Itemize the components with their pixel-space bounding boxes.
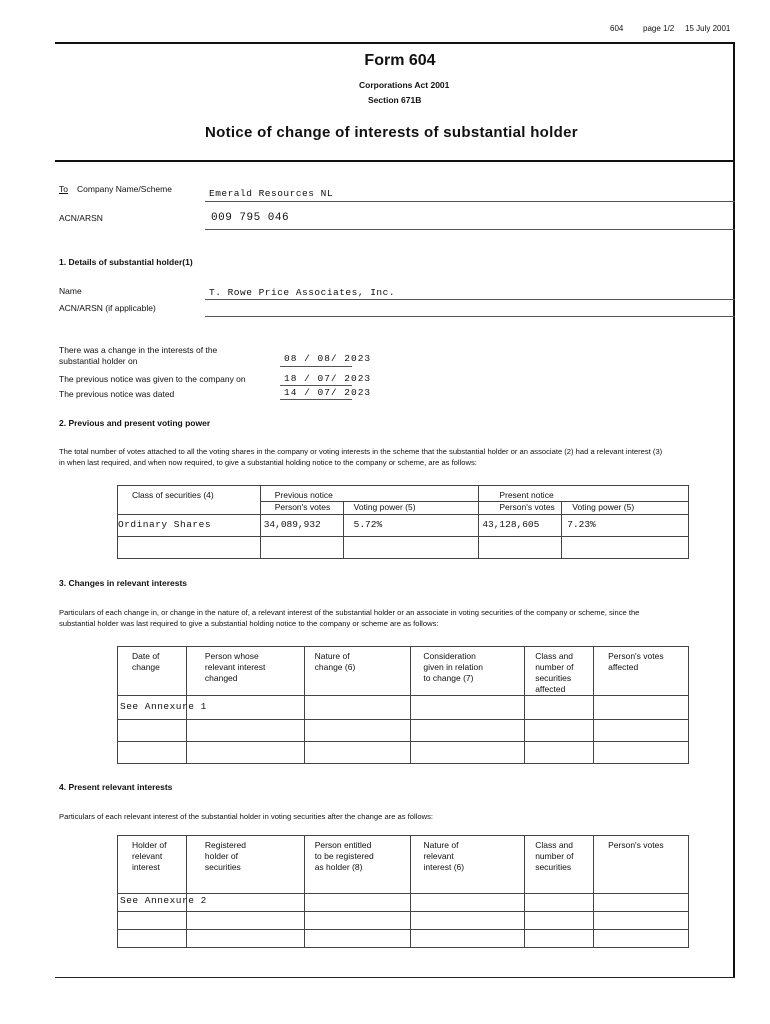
header-date: 15 July 2001 xyxy=(685,24,731,33)
section1-heading: 1. Details of substantial holder(1) xyxy=(59,257,193,267)
row-pres-votes: 43,128,605 xyxy=(479,515,562,537)
act-title: Corporations Act 2001 xyxy=(359,80,450,90)
holder-name-value: T. Rowe Price Associates, Inc. xyxy=(209,287,396,298)
changes-col-votes: Person's votes affected xyxy=(594,647,689,696)
present-col-registered: Registered holder of securities xyxy=(186,836,304,894)
section2-desc-1: The total number of votes attached to all the voting shares in the company or voting interests in the scheme that the substantial holder or an associate (2) had a relevant interest (3) xyxy=(59,447,663,456)
prev-dated-label: The previous notice was dated xyxy=(59,389,175,399)
holder-name-label: Name xyxy=(59,286,82,296)
change-date: 08 / 08/ 2023 xyxy=(284,353,372,364)
change-label-2: substantial holder on xyxy=(59,356,138,366)
changes-col-nature: Nature of change (6) xyxy=(304,647,411,696)
right-border xyxy=(733,42,735,977)
row-pres-power: 7.23% xyxy=(562,515,689,537)
table-row xyxy=(118,720,689,742)
col-present-header: Present notice xyxy=(479,486,689,502)
acn-value: 009 795 046 xyxy=(211,212,290,224)
present-col-nature: Nature of relevant interest (6) xyxy=(411,836,525,894)
to-label: To xyxy=(59,184,68,194)
section3-heading: 3. Changes in relevant interests xyxy=(59,578,188,588)
row-prev-votes: 34,089,932 xyxy=(260,515,343,537)
present-col-votes: Person's votes xyxy=(594,836,689,894)
row-prev-power: 5.72% xyxy=(343,515,479,537)
col-prev-votes: Person's votes xyxy=(260,502,343,515)
title-rule xyxy=(55,160,735,162)
holder-acn-underline xyxy=(205,316,735,317)
voting-power-table xyxy=(117,485,689,559)
section3-desc-2: substantial holder was last required to give a substantial holding notice to the company or scheme are as follows: xyxy=(59,619,439,628)
annexure-2-text: See Annexure 2 xyxy=(120,895,207,906)
prev-given-label: The previous notice was given to the company on xyxy=(59,374,246,384)
present-interests-table xyxy=(117,835,689,948)
holder-acn-label: ACN/ARSN (if applicable) xyxy=(59,303,156,313)
col-pres-votes: Person's votes xyxy=(479,502,562,515)
section2-desc-2: in when last required, and when now required, to give a substantial holding notice to the company or scheme, are as follows: xyxy=(59,458,477,467)
prev-given-date: 18 / 07/ 2023 xyxy=(284,373,372,384)
company-name-value: Emerald Resources NL xyxy=(209,188,334,199)
changes-col-date: Date of change xyxy=(118,647,187,696)
company-name-label: Company Name/Scheme xyxy=(77,184,172,194)
col-class-header: Class of securities (4) xyxy=(118,486,261,515)
change-label-1: There was a change in the interests of the xyxy=(59,345,218,355)
form-number: 604 xyxy=(610,24,624,33)
company-underline xyxy=(205,201,735,202)
prev-given-underline xyxy=(280,385,352,386)
col-pres-power: Voting power (5) xyxy=(562,502,689,515)
acn-underline xyxy=(205,229,735,230)
change-date-underline xyxy=(280,366,352,367)
prev-dated-date: 14 / 07/ 2023 xyxy=(284,387,372,398)
col-prev-header: Previous notice xyxy=(260,486,479,502)
form-title: Form 604 xyxy=(364,52,436,69)
table-row xyxy=(118,742,689,764)
section3-desc-1: Particulars of each change in, or change in the nature of, a relevant interest of the substantial holder or an associate in voting securities of the company or scheme, since the xyxy=(59,608,640,617)
table-row xyxy=(118,894,689,912)
table-row xyxy=(118,515,689,537)
top-rule xyxy=(55,42,735,44)
holder-name-underline xyxy=(205,299,735,300)
table-row xyxy=(118,537,689,559)
present-col-holder: Holder of relevant interest xyxy=(118,836,187,894)
table-row xyxy=(118,696,689,720)
changes-table xyxy=(117,646,689,764)
changes-col-person: Person whose relevant interest changed xyxy=(186,647,304,696)
prev-dated-underline xyxy=(280,399,352,400)
col-prev-power: Voting power (5) xyxy=(343,502,479,515)
changes-col-consideration: Consideration given in relation to change (7) xyxy=(411,647,525,696)
table-row xyxy=(118,912,689,930)
page-number: page 1/2 xyxy=(643,24,675,33)
present-col-entitled: Person entitled to be registered as holder (8) xyxy=(304,836,411,894)
notice-title: Notice of change of interests of substantial holder xyxy=(205,124,578,141)
annexure-1-text: See Annexure 1 xyxy=(120,701,207,712)
section2-heading: 2. Previous and present voting power xyxy=(59,418,211,428)
table-row xyxy=(118,930,689,948)
section4-heading: 4. Present relevant interests xyxy=(59,782,173,792)
row-class: Ordinary Shares xyxy=(118,515,261,537)
changes-col-class: Class and number of securities affected xyxy=(525,647,594,696)
present-col-class: Class and number of securities xyxy=(525,836,594,894)
section-title: Section 671B xyxy=(368,95,422,105)
acn-label: ACN/ARSN xyxy=(59,213,103,223)
section4-desc: Particulars of each relevant interest of the substantial holder in voting securities after the change are as follows: xyxy=(59,812,433,821)
bottom-rule xyxy=(55,977,735,978)
